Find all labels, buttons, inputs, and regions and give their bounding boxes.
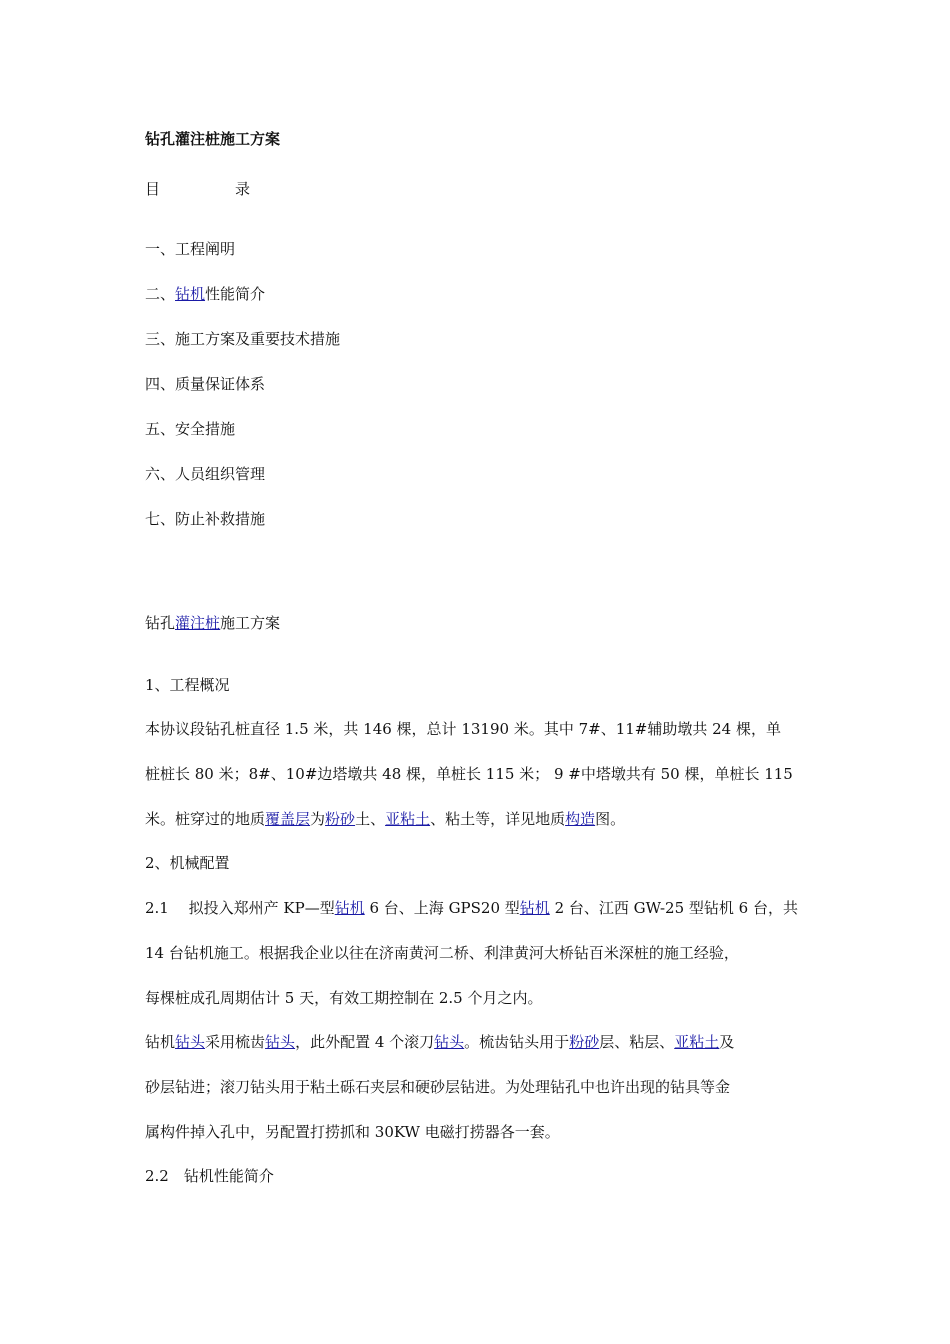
link-zuantou-1[interactable]: 钻头 bbox=[175, 1033, 206, 1051]
link-yazhantu[interactable]: 亚粘土 bbox=[385, 810, 431, 828]
toc-item-1[interactable]: 一、工程阐明 bbox=[145, 240, 236, 258]
toc-item-7[interactable]: 七、防止补救措施 bbox=[145, 510, 266, 528]
p3-line-3: 属构件掉入孔中，另配置打捞抓和 30KW 电磁打捞器各一套。 bbox=[145, 1123, 560, 1141]
toc-item-5[interactable]: 五、安全措施 bbox=[145, 420, 236, 438]
section-title: 钻孔灌注桩施工方案 bbox=[145, 614, 281, 632]
link-fensha-2[interactable]: 粉砂 bbox=[569, 1033, 600, 1051]
p2-line-1: 2.1 拟投入郑州产 KP—型钻机 6 台、上海 GPS20 型钻机 2 台、江西 GW-25 型钻机 6 台，共 bbox=[145, 899, 798, 917]
link-fensha[interactable]: 粉砂 bbox=[325, 810, 356, 828]
link-zuanji[interactable]: 钻机 bbox=[175, 285, 206, 303]
p2-line-2: 14 台钻机施工。根据我企业以往在济南黄河二桥、利津黄河大桥钻百米深桩的施工经验， bbox=[145, 944, 739, 962]
link-zuantou-2[interactable]: 钻头 bbox=[265, 1033, 296, 1051]
toc-heading: 目 录 bbox=[145, 180, 251, 198]
link-zuantou-3[interactable]: 钻头 bbox=[434, 1033, 465, 1051]
heading-1: 1、工程概况 bbox=[145, 676, 230, 694]
link-fugaiceng[interactable]: 覆盖层 bbox=[265, 810, 311, 828]
toc-item-6[interactable]: 六、人员组织管理 bbox=[145, 465, 266, 483]
toc-item-3[interactable]: 三、施工方案及重要技术措施 bbox=[145, 330, 341, 348]
toc-item-4[interactable]: 四、质量保证体系 bbox=[145, 375, 266, 393]
p2-line-3: 每棵桩成孔周期估计 5 天，有效工期控制在 2.5 个月之内。 bbox=[145, 989, 543, 1007]
p3-line-1: 钻机钻头采用梳齿钻头，此外配置 4 个滚刀钻头。梳齿钻头用于粉砂层、粘层、亚粘土及 bbox=[145, 1033, 735, 1051]
p1-line-2: 桩桩长 80 米；8#、10#边塔墩共 48 棵，单桩长 115 米； 9 #中塔墩共有 50 棵，单桩长 115 bbox=[145, 765, 793, 783]
heading-2: 2、机械配置 bbox=[145, 854, 230, 872]
link-yazhantu-2[interactable]: 亚粘土 bbox=[674, 1033, 720, 1051]
toc-item-2[interactable]: 二、钻机性能简介 bbox=[145, 285, 266, 303]
link-guanzhuzhuang[interactable]: 灌注桩 bbox=[175, 614, 221, 632]
heading-3: 2.2 钻机性能简介 bbox=[145, 1167, 274, 1185]
link-gouzao[interactable]: 构造 bbox=[565, 810, 596, 828]
link-zuanji-1[interactable]: 钻机 bbox=[334, 899, 365, 917]
p1-line-1: 本协议段钻孔桩直径 1.5 米，共 146 棵，总计 13190 米。其中 7#、11#辅助墩共 24 棵，单 bbox=[145, 720, 781, 738]
link-zuanji-2[interactable]: 钻机 bbox=[519, 899, 550, 917]
p3-line-2: 砂层钻进；滚刀钻头用于粘土砾石夹层和硬砂层钻进。为处理钻孔中也许出现的钻具等金 bbox=[145, 1078, 731, 1096]
p1-line-3: 米。桩穿过的地质覆盖层为粉砂土、亚粘土、粘土等，详见地质构造图。 bbox=[145, 810, 626, 828]
doc-title: 钻孔灌注桩施工方案 bbox=[145, 130, 281, 148]
